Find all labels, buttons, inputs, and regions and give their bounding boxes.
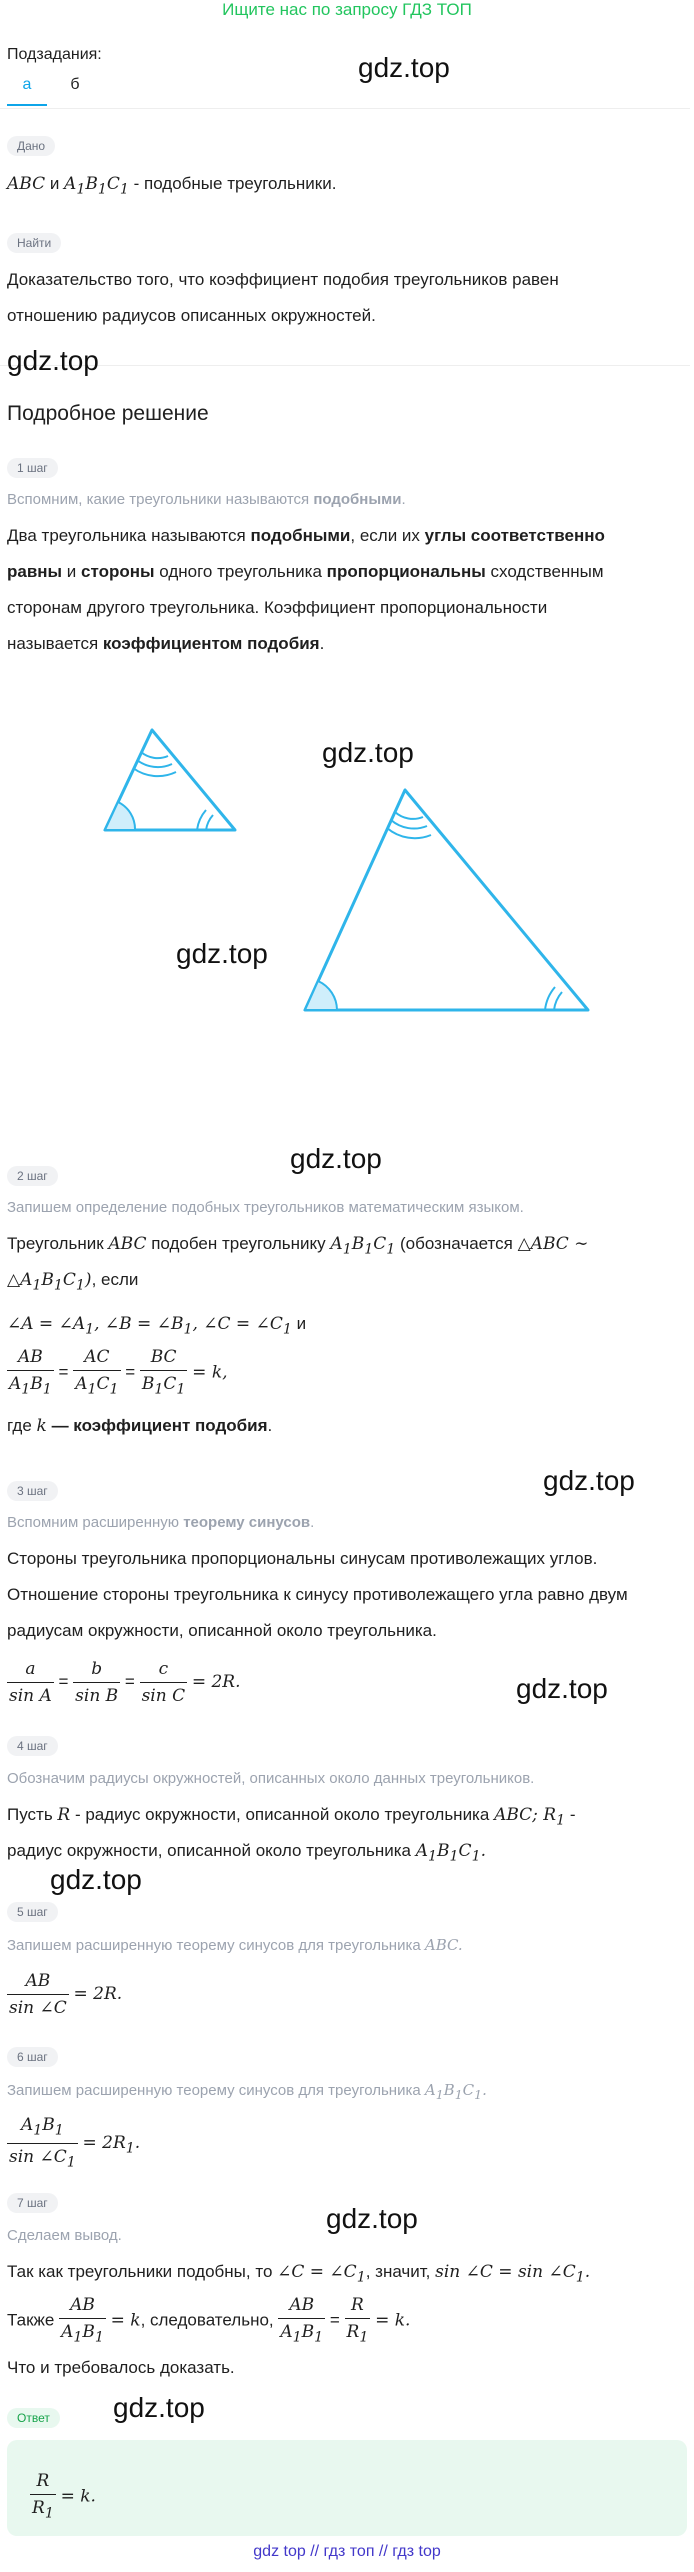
math-abc: ABC xyxy=(7,174,46,194)
t: , значит, xyxy=(365,2262,436,2281)
t: и xyxy=(62,562,82,581)
step-3-chip: 3 шаг xyxy=(7,1481,58,1501)
step-1-line-1 xyxy=(7,518,687,554)
top-banner[interactable]: Ищите нас по запросу ГДЗ ТОП xyxy=(222,0,472,19)
math: ABC xyxy=(108,1234,147,1254)
step-2-line-5 xyxy=(7,1408,687,1444)
watermark: gdz.top xyxy=(516,1673,608,1704)
t: , следовательно, xyxy=(140,2310,279,2330)
step-1-intro-text: Вспомним, какие треугольники называются xyxy=(7,491,314,508)
step-7-line-3: Что и требовалось доказать. xyxy=(7,2358,235,2377)
t: углы соответственно xyxy=(424,526,605,545)
frac: $\frac{c}{\text{sin C}}$ xyxy=(140,1656,188,1709)
t: . xyxy=(310,1514,315,1531)
watermark: gdz.top xyxy=(113,2392,205,2423)
footer-links[interactable]: gdz top // гдз топ // гдз top xyxy=(253,2543,441,2560)
t: подобен треугольнику xyxy=(146,1234,331,1253)
math: = k xyxy=(110,2310,141,2331)
math: = $2R_1$. xyxy=(82,2133,141,2157)
step-5-intro xyxy=(7,1927,687,1964)
frac: $\frac{a}{\text{sin A}}$ xyxy=(7,1656,54,1709)
t: одного треугольника xyxy=(154,562,327,581)
answer-formula xyxy=(30,2468,694,2526)
t: . xyxy=(319,634,325,653)
small-angle-a xyxy=(105,802,135,830)
t: радиус окружности, описанной около треугольника xyxy=(7,1841,416,1860)
math: sin ∠C = $\sin \angle C_1$. xyxy=(435,2262,591,2286)
frac: $\frac{R}{R_1}$ xyxy=(30,2468,56,2526)
step-1-line-4 xyxy=(7,626,687,662)
watermark: gdz.top xyxy=(543,1465,635,1496)
t: Треугольник xyxy=(7,1234,109,1253)
frac: $\frac{b}{\text{sin B}}$ xyxy=(73,1656,120,1709)
math: = k. xyxy=(60,2486,96,2507)
t: пропорциональны xyxy=(326,562,486,581)
step-3-line-3: радиусам окружности, описанной около треугольника. xyxy=(7,1621,437,1640)
t: равны xyxy=(7,562,63,581)
step-2-formula: $\frac{AB}{A_1B_1}$ = $\frac{AC}{A_1C_1}$ = $\frac{BC}{B_1C_1}$ = k, xyxy=(7,1344,687,1402)
math: R xyxy=(57,1805,71,1825)
subtasks-label: Подзадания: xyxy=(7,46,102,63)
t: называется xyxy=(7,634,103,653)
step-3-intro xyxy=(7,1505,687,1541)
math: $A_1B_1C_1$ xyxy=(330,1234,396,1258)
step-2-line-3 xyxy=(7,1306,687,1347)
math: △ABC ∼ xyxy=(517,1234,589,1254)
given-text: ABC и $A_1B_1C_1$ - подобные треугольники. xyxy=(7,174,337,198)
math: k xyxy=(36,1416,47,1436)
step-6-chip: 6 шаг xyxy=(7,2047,58,2067)
answer-chip: Ответ xyxy=(7,2408,60,2428)
math: $\triangle A_1B_1C_1$) xyxy=(7,1270,92,1294)
frac: $\frac{AB}{A_1B_1}$ xyxy=(7,1344,54,1402)
step-3-line-1: Стороны треугольника пропорциональны синусам противолежащих углов. xyxy=(7,1549,598,1568)
find-line-2: отношению радиусов описанных окружностей. xyxy=(7,306,376,325)
watermark: gdz.top xyxy=(7,345,99,376)
math: ∠C = $\angle C_1$ xyxy=(277,2262,366,2286)
watermark: gdz.top xyxy=(322,737,414,768)
math: ABC; $R_1$ xyxy=(494,1805,566,1829)
section-divider xyxy=(0,365,690,366)
t: Так как треугольники подобны, то xyxy=(7,2262,278,2281)
frac: $\frac{AC}{A_1C_1}$ xyxy=(73,1344,120,1402)
step-4-chip: 4 шаг xyxy=(7,1736,58,1756)
t: сходственным xyxy=(485,562,604,581)
frac: $\frac{R}{R_1}$ xyxy=(345,2292,371,2350)
math: = 2R. xyxy=(73,1983,123,2004)
tabs-divider xyxy=(0,108,690,109)
large-angle-a xyxy=(305,981,337,1010)
tab-a[interactable]: а xyxy=(22,76,32,93)
step-2-chip: 2 шаг xyxy=(7,1166,58,1186)
t: и xyxy=(296,1314,307,1333)
t: - xyxy=(565,1805,576,1824)
t: — коэффициент подобия xyxy=(46,1416,268,1435)
watermark: gdz.top xyxy=(176,938,268,969)
t: Два треугольника называются xyxy=(7,526,251,545)
step-5-formula xyxy=(7,1968,687,2021)
watermark: gdz.top xyxy=(290,1143,382,1174)
step-1-intro xyxy=(7,482,687,518)
math: $A_1B_1C_1$. xyxy=(415,1841,486,1865)
step-3-formula: $\frac{a}{\text{sin A}}$ = $\frac{b}{\text{sin B}}$ = $\frac{c}{\text{sin C}}$ = 2R. xyxy=(7,1656,687,1709)
t: , если их xyxy=(350,526,425,545)
step-5-chip: 5 шаг xyxy=(7,1902,58,1922)
given-chip: Дано xyxy=(7,136,55,156)
step-1-line-3: сторонам другого треугольника. Коэффициент пропорциональности xyxy=(7,598,548,617)
step-7-line-2: Также $\frac{AB}{A_1B_1}$ = k, следовательно, $\frac{AB}{A_1B_1}$ = $\frac{R}{R_1}$ = k. xyxy=(7,2292,687,2350)
step-1-chip: 1 шаг xyxy=(7,458,58,478)
step-7-chip: 7 шаг xyxy=(7,2193,58,2213)
math-a1b1c1: $A_1B_1C_1$ xyxy=(64,174,129,198)
step-7-line-1 xyxy=(7,2254,687,2295)
large-triangle xyxy=(305,790,588,1010)
step-2-intro: Запишем определение подобных треугольников математическим языком. xyxy=(7,1199,524,1216)
t: Также xyxy=(7,2310,60,2330)
step-6-intro xyxy=(7,2072,687,2113)
find-line-1: Доказательство того, что коэффициент подобия треугольников равен xyxy=(7,270,559,289)
frac: $\frac{BC}{B_1C_1}$ xyxy=(140,1344,188,1402)
math: $A_1B_1C_1$. xyxy=(424,2081,487,2102)
t: - радиус окружности, описанной около треугольника xyxy=(70,1805,495,1824)
t: подобными xyxy=(250,526,351,545)
t: Пусть xyxy=(7,1805,58,1824)
frac: $\frac{A_1B_1}{\sin \angle C_1}$ xyxy=(7,2112,78,2176)
frac: $\frac{AB}{A_1B_1}$ xyxy=(59,2292,106,2350)
step-1-intro-end: . xyxy=(401,491,406,508)
frac: $\frac{AB}{A_1B_1}$ xyxy=(278,2292,325,2350)
t: Вспомним расширенную xyxy=(7,1514,184,1531)
math: ABC. xyxy=(424,1936,463,1954)
solution-title: Подробное решение xyxy=(7,402,209,425)
t: где xyxy=(7,1416,37,1435)
step-4-intro: Обозначим радиусы окружностей, описанных около данных треугольников. xyxy=(7,1770,535,1787)
watermark: gdz.top xyxy=(358,52,450,83)
step-2-line-2 xyxy=(7,1262,687,1303)
t: коэффициентом подобия xyxy=(102,634,320,653)
find-chip: Найти xyxy=(7,233,61,253)
math: = k. xyxy=(375,2310,411,2331)
t: Запишем расширенную теорему синусов для треугольника xyxy=(7,2082,425,2099)
frac: $\frac{AB}{\sin \angle C}$ xyxy=(7,1968,69,2021)
math: ∠A = $\angle A_1$, ∠B = $\angle B_1$, ∠C = $\angle C_1$ xyxy=(7,1314,292,1338)
math: = 2R. xyxy=(191,1671,241,1692)
step-3-line-2: Отношение стороны треугольника к синусу противолежащего угла равно двум xyxy=(7,1585,628,1604)
step-7-intro: Сделаем вывод. xyxy=(7,2227,122,2244)
tab-active-indicator xyxy=(7,104,47,106)
step-1-intro-bold: подобными xyxy=(313,491,402,508)
math: = k, xyxy=(192,1362,228,1383)
t: Запишем расширенную теорему синусов для треугольника xyxy=(7,1937,425,1954)
t: , если xyxy=(91,1270,139,1289)
watermark: gdz.top xyxy=(326,2203,418,2234)
watermark: gdz.top xyxy=(50,1864,142,1895)
t: теорему синусов xyxy=(183,1514,311,1531)
tab-b[interactable]: б xyxy=(70,76,80,93)
given-tail: - подобные треугольники. xyxy=(133,174,337,193)
step-6-formula xyxy=(7,2112,687,2176)
step-1-line-2 xyxy=(7,554,687,590)
t: стороны xyxy=(81,562,155,581)
t: (обозначается xyxy=(395,1234,518,1253)
t: . xyxy=(267,1416,273,1435)
